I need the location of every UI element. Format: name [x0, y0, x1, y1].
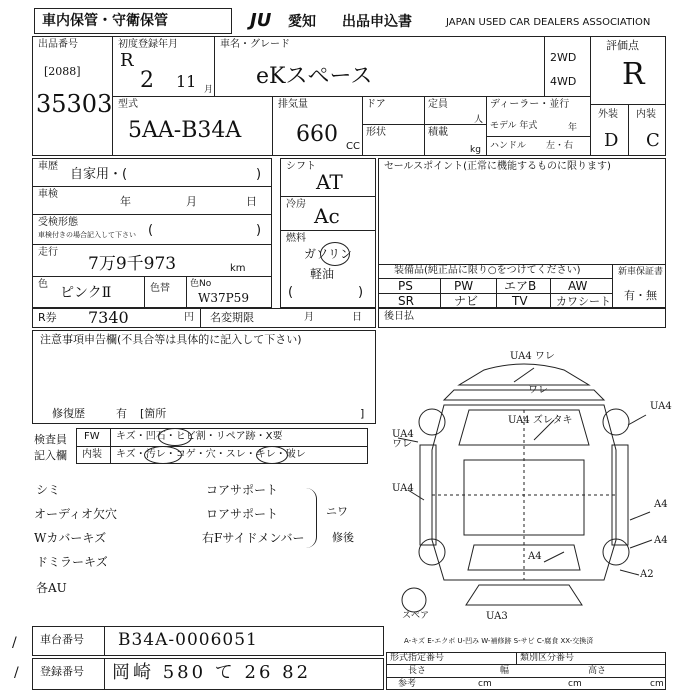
interior-grade: C	[646, 130, 660, 151]
car-name: eKスペース	[256, 64, 373, 89]
mileage-value: 7万9千973	[88, 254, 177, 274]
form-designation-label: 形式指定番号	[390, 653, 445, 663]
diagram-wheel-fr	[603, 409, 629, 435]
aircon-value: Ac	[314, 204, 340, 228]
load-label: 積載	[428, 127, 448, 138]
margin-mark-1: /	[12, 635, 17, 651]
drive-2wd: 2WD	[550, 51, 577, 64]
equip-pw: PW	[454, 279, 474, 293]
diag-right-mid: A4	[654, 499, 668, 510]
exterior-grade: D	[604, 130, 619, 151]
form-class-label: 類別区分番号	[520, 653, 575, 663]
notes-label: 注意事項申告欄(不具合等は具体的に記入して下さい)	[40, 333, 302, 346]
color-change-label: 色替	[150, 283, 170, 294]
model-year-unit: 年	[568, 123, 578, 133]
form-height-label: 高さ	[588, 666, 607, 676]
shape-label: 形状	[366, 127, 386, 138]
recycle-value: 7340	[88, 308, 129, 327]
displacement-unit: CC	[346, 141, 360, 152]
repair-value: 有	[116, 407, 127, 420]
inspection-label: 車検	[38, 189, 58, 200]
inspector-circle-3	[256, 446, 288, 464]
model-year-label: モデル 年式	[490, 121, 538, 131]
receive-open: (	[148, 223, 154, 238]
diag-hood-label: UA4 ズレタキ	[508, 415, 573, 426]
fuel-label: 燃料	[286, 233, 306, 244]
note-repaired: 修後	[332, 531, 354, 544]
diag-left-top: UA4 ワレ	[392, 429, 414, 450]
color-value: ピンクⅡ	[60, 285, 112, 301]
exterior-label: 外装	[598, 109, 618, 120]
diag-bottom-center: A4	[528, 551, 542, 562]
note-door-mirror: ドミラーキズ	[36, 555, 108, 569]
reg-era: R	[120, 50, 134, 71]
form-length-label: 長さ	[408, 666, 427, 676]
inspection-month: 月	[186, 195, 197, 208]
receive-close: )	[256, 223, 262, 238]
chassis-label: 車台番号	[40, 633, 84, 646]
equip-sr: SR	[398, 294, 414, 308]
diag-front-label: ワレ	[528, 385, 548, 396]
name-change-month: 月	[304, 312, 314, 323]
note-bracket	[306, 488, 317, 548]
org-name: 愛知	[288, 14, 316, 30]
history-value: 自家用・(	[70, 167, 128, 182]
receive-note: 車検付きの場合記入して下さい	[38, 231, 136, 239]
inspector-circle-2	[144, 446, 182, 464]
equip-tv: TV	[512, 294, 528, 308]
equip-ps: PS	[398, 279, 413, 293]
note-each-au: 各AU	[36, 581, 67, 595]
margin-mark-2: /	[14, 665, 19, 681]
receive-label: 受検形態	[38, 217, 78, 228]
mileage-label: 走行	[38, 247, 58, 258]
warranty-value: 有・無	[624, 289, 657, 302]
diagram-wheel-rl	[419, 539, 445, 565]
inspector-circle-1	[158, 428, 192, 446]
lot-label: 出品番号	[38, 39, 78, 50]
name-change-label: 名変期限	[210, 311, 254, 324]
equip-airbag: エアB	[504, 279, 537, 293]
reg-month-unit: 月	[204, 85, 214, 95]
note-core-support: コアサポート	[206, 483, 279, 497]
mark-frame	[378, 308, 666, 328]
repair-label: 修復歴	[52, 407, 85, 420]
car-name-label: 車名・グレード	[220, 39, 290, 50]
history-close: )	[256, 167, 262, 182]
note-stain: シミ	[36, 483, 61, 497]
history-label: 車歴	[38, 161, 58, 172]
diagram-wheel-rr	[603, 539, 629, 565]
form-width-label: 幅	[500, 666, 510, 676]
handle-label: ハンドル	[490, 141, 527, 151]
association-name: JAPAN USED CAR DEALERS ASSOCIATION	[446, 17, 651, 28]
diag-spare: スペア	[402, 611, 430, 621]
color-no-label: 色No	[190, 279, 212, 289]
sheet-title: 出品申込書	[342, 14, 412, 30]
score-value: R	[622, 57, 645, 92]
form-cm-2: cm	[568, 679, 582, 689]
diag-top-label: UA4 ワレ	[510, 351, 555, 362]
diagram-body	[432, 405, 616, 580]
dealer-label: ディーラー・並行	[490, 99, 570, 110]
interior-label: 内装	[636, 109, 656, 120]
lot-number: 35303	[36, 90, 113, 118]
reg-month: 11	[176, 72, 197, 91]
inspector-label-2: 記入欄	[34, 449, 67, 462]
note-front-member: 右Fサイドメンバー	[202, 531, 305, 545]
displacement-label: 排気量	[278, 99, 308, 110]
form-ref-1: 参考	[398, 679, 417, 689]
equipment-label: 装備品(純正品に限り○をつけてください)	[394, 265, 581, 276]
inspection-year: 年	[120, 195, 131, 208]
reg-year: 2	[140, 68, 154, 93]
equip-aw: AW	[568, 279, 588, 293]
inspector-row1: キズ・凹石・ヒビ割・リペア跡・X要	[116, 431, 283, 442]
fuel-circle-mark	[320, 242, 350, 266]
fuel-diesel: 軽油	[310, 267, 335, 281]
plate-value: 岡崎 580 て 26 82	[112, 662, 312, 683]
aircon-label: 冷房	[286, 199, 306, 210]
mileage-unit: km	[230, 263, 246, 274]
warranty-label: 新車保証書	[618, 267, 664, 277]
color-label: 色	[38, 279, 48, 290]
equip-navi: ナビ	[454, 294, 479, 308]
recycle-label: R券	[38, 311, 57, 324]
repair-close: ]	[360, 407, 365, 420]
inspector-row2: キズ・汚レ・コゲ・穴・スレ・キレ・破レ	[116, 449, 306, 460]
inspector-row2-head: 内装	[82, 449, 102, 460]
form-cm-1: cm	[478, 679, 492, 689]
mark-label: 後日払	[384, 311, 414, 322]
model-value: 5AA-B34A	[128, 118, 242, 143]
diag-right-bottom: A4	[654, 535, 668, 546]
load-unit: kg	[470, 145, 481, 155]
diag-bottom: UA3	[486, 611, 508, 622]
model-label: 型式	[118, 99, 138, 110]
lot-sub-number: [2088]	[44, 65, 81, 78]
name-change-day: 日	[352, 312, 362, 323]
reg-year-label: 初度登録年月	[118, 39, 178, 50]
diag-right-top: UA4	[650, 401, 672, 412]
repair-box: [箇所	[140, 407, 167, 420]
note-niwa: ニワ	[326, 505, 348, 518]
fuel-close: )	[358, 285, 364, 300]
displacement-value: 660	[296, 122, 338, 147]
shift-label: シフト	[286, 161, 316, 172]
plate-label: 登録番号	[40, 665, 84, 678]
color-code: W37P59	[198, 291, 249, 305]
door-label: ドア	[366, 99, 386, 110]
inspector-label-1: 検査員	[34, 433, 67, 446]
capacity-label: 定員	[428, 99, 448, 110]
diag-rear-right: A2	[640, 569, 654, 580]
note-lower-support: ロアサポート	[206, 507, 279, 521]
form-cm-3: cm	[650, 679, 664, 689]
header-title: 車内保管・守衛保管	[42, 13, 168, 29]
score-label: 評価点	[606, 39, 639, 52]
diagram-wheel-fl	[419, 409, 445, 435]
diagram-body-top	[444, 390, 604, 400]
chassis-value: B34A-0006051	[118, 630, 258, 650]
car-diagram	[384, 330, 666, 630]
recycle-frame	[32, 308, 376, 328]
note-audio: オーディオ欠穴	[34, 507, 118, 521]
diag-left-mid: UA4	[392, 483, 414, 494]
drive-4wd: 4WD	[550, 75, 577, 88]
diagram-spare	[402, 588, 426, 612]
inspector-row1-head: FW	[84, 431, 100, 442]
diagram-rear	[466, 585, 582, 605]
inspection-day: 日	[246, 195, 257, 208]
sales-point-label: セールスポイント(正常に機能するものに限ります)	[384, 161, 611, 172]
ju-logo: JU	[250, 10, 272, 31]
fuel-open: (	[288, 285, 294, 300]
handle-value: 左・右	[546, 141, 574, 151]
diag-legend: A-キズ E-エクボ U-凹み W-補修跡 S-サビ C-腐食 XX-交換済	[404, 637, 594, 645]
fuel-gasoline: ガソリン	[304, 247, 353, 261]
shift-value: AT	[316, 170, 343, 194]
recycle-unit: 円	[184, 312, 194, 323]
note-w-cover: Wカバーキズ	[34, 531, 107, 545]
capacity-unit: 人	[474, 115, 484, 125]
equip-kawa-seat: カワシート	[556, 295, 611, 308]
